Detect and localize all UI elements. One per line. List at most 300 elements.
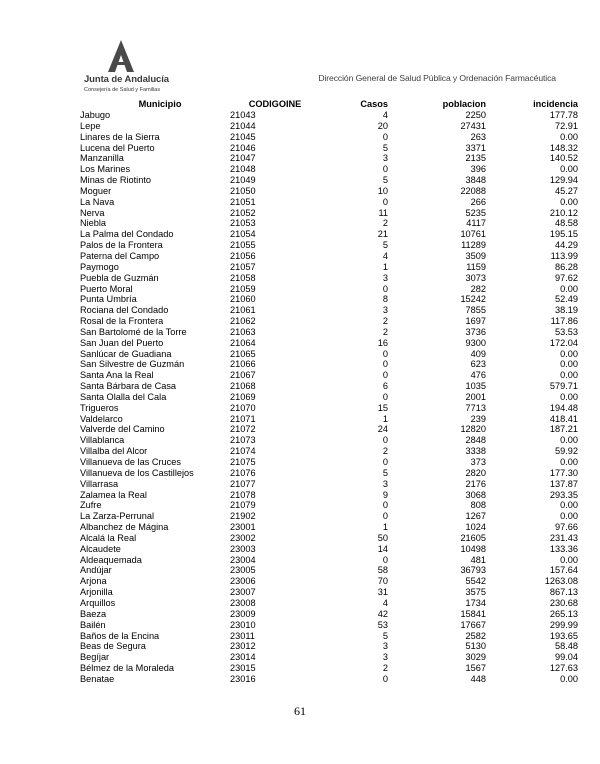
cell-poblacion: 3509 <box>465 250 486 261</box>
cell-municipio: Arjonilla <box>80 587 113 598</box>
cell-poblacion: 5130 <box>465 641 486 652</box>
table-row <box>80 522 578 533</box>
org-name: Junta de Andalucía <box>84 74 169 85</box>
cell-poblacion: 1697 <box>465 316 486 327</box>
cell-incidencia: 129.94 <box>549 175 578 186</box>
cell-casos: 9 <box>382 489 388 500</box>
cell-casos: 5 <box>382 142 388 153</box>
table-row <box>80 620 578 631</box>
cell-poblacion: 1024 <box>465 522 486 533</box>
cell-codigoine: 21068 <box>230 381 256 392</box>
page-number: 61 <box>294 704 306 718</box>
table-row <box>80 121 578 132</box>
cell-poblacion: 9300 <box>465 337 486 348</box>
cell-poblacion: 282 <box>470 283 486 294</box>
cell-codigoine: 21050 <box>230 185 256 196</box>
cell-casos: 4 <box>382 597 388 608</box>
data-table <box>80 99 578 685</box>
cell-casos: 1 <box>382 522 388 533</box>
cell-poblacion: 409 <box>470 348 486 359</box>
cell-incidencia: 1263.08 <box>544 576 578 587</box>
cell-poblacion: 1267 <box>465 511 486 522</box>
cell-municipio: Trigueros <box>80 402 119 413</box>
cell-incidencia: 86.28 <box>555 261 578 272</box>
cell-poblacion: 15242 <box>460 294 486 305</box>
table-row <box>80 500 578 511</box>
cell-poblacion: 266 <box>470 196 486 207</box>
cell-casos: 10 <box>377 185 388 196</box>
cell-codigoine: 21047 <box>230 153 256 164</box>
cell-municipio: Puebla de Guzmán <box>80 272 159 283</box>
cell-casos: 2 <box>382 316 388 327</box>
cell-codigoine: 23010 <box>230 619 256 630</box>
cell-codigoine: 23012 <box>230 641 256 652</box>
table-row <box>80 674 578 685</box>
cell-casos: 2 <box>382 663 388 674</box>
cell-incidencia: 48.58 <box>555 218 578 229</box>
cell-incidencia: 157.64 <box>549 565 578 576</box>
cell-casos: 3 <box>382 153 388 164</box>
table-row <box>80 435 578 446</box>
cell-casos: 5 <box>382 630 388 641</box>
cell-poblacion: 239 <box>470 413 486 424</box>
cell-casos: 21 <box>377 229 388 240</box>
cell-municipio: San Juan del Puerto <box>80 337 164 348</box>
cell-codigoine: 21045 <box>230 131 256 142</box>
cell-casos: 0 <box>382 283 388 294</box>
cell-codigoine: 21063 <box>230 326 256 337</box>
cell-casos: 3 <box>382 272 388 283</box>
cell-codigoine: 23008 <box>230 597 256 608</box>
table-row <box>80 490 578 501</box>
cell-casos: 50 <box>377 532 388 543</box>
cell-municipio: Nerva <box>80 207 105 218</box>
table-row <box>80 153 578 164</box>
table-row <box>80 305 578 316</box>
cell-incidencia: 265.13 <box>549 608 578 619</box>
table-row <box>80 403 578 414</box>
cell-incidencia: 230.68 <box>549 597 578 608</box>
org-logo <box>84 40 169 98</box>
cell-codigoine: 23006 <box>230 576 256 587</box>
cell-poblacion: 2582 <box>465 630 486 641</box>
cell-casos: 31 <box>377 587 388 598</box>
cell-municipio: Villanueva de las Cruces <box>80 457 181 467</box>
cell-codigoine: 21071 <box>230 413 256 424</box>
cell-municipio: La Nava <box>80 196 115 207</box>
cell-municipio: Aldeaquemada <box>80 554 142 565</box>
cell-casos: 20 <box>377 120 388 131</box>
cell-municipio: Jabugo <box>80 110 111 120</box>
cell-incidencia: 148.32 <box>549 142 578 153</box>
cell-poblacion: 1159 <box>466 261 486 272</box>
cell-municipio: Villarrasa <box>80 478 119 489</box>
cell-casos: 0 <box>382 196 388 207</box>
cell-incidencia: 0.00 <box>560 348 578 359</box>
cell-codigoine: 21061 <box>230 305 256 316</box>
cell-casos: 0 <box>382 370 388 381</box>
cell-incidencia: 0.00 <box>560 196 578 207</box>
cell-codigoine: 21062 <box>230 316 256 327</box>
cell-codigoine: 23005 <box>230 565 256 576</box>
cell-incidencia: 0.00 <box>560 511 578 522</box>
cell-incidencia: 194.48 <box>549 402 578 413</box>
cell-poblacion: 5235 <box>465 207 486 218</box>
table-row <box>80 414 578 425</box>
cell-codigoine: 21051 <box>230 196 256 207</box>
cell-municipio: Santa Bárbara de Casa <box>80 381 177 392</box>
cell-poblacion: 1734 <box>465 597 486 608</box>
cell-codigoine: 21059 <box>230 283 256 294</box>
cell-codigoine: 21046 <box>230 142 256 153</box>
table-row <box>80 565 578 576</box>
cell-incidencia: 0.00 <box>560 554 578 565</box>
cell-incidencia: 117.86 <box>550 316 578 327</box>
table-row <box>80 175 578 186</box>
cell-codigoine: 23016 <box>230 673 256 684</box>
cell-codigoine: 21902 <box>230 511 256 522</box>
cell-poblacion: 10761 <box>460 229 486 240</box>
cell-poblacion: 2820 <box>465 467 486 478</box>
cell-incidencia: 52.49 <box>555 294 578 305</box>
cell-incidencia: 127.63 <box>549 663 578 674</box>
cell-incidencia: 0.00 <box>560 500 578 511</box>
cell-casos: 2 <box>382 218 388 229</box>
table-row <box>80 555 578 566</box>
table-row <box>80 511 578 522</box>
table-row <box>80 533 578 544</box>
cell-municipio: Zufre <box>80 500 102 511</box>
cell-codigoine: 21060 <box>230 294 256 305</box>
cell-municipio: Linares de la Sierra <box>80 131 160 142</box>
table-row <box>80 197 578 208</box>
cell-casos: 1 <box>382 261 388 272</box>
cell-poblacion: 22088 <box>460 185 486 196</box>
cell-incidencia: 137.87 <box>549 478 578 489</box>
cell-incidencia: 133.36 <box>549 543 578 554</box>
cell-codigoine: 21054 <box>230 229 256 240</box>
cell-municipio: Moguer <box>80 185 112 196</box>
table-row <box>80 316 578 327</box>
cell-casos: 0 <box>382 673 388 684</box>
cell-casos: 4 <box>382 110 388 120</box>
cell-poblacion: 5542 <box>465 576 486 587</box>
cell-casos: 1 <box>382 413 388 424</box>
cell-casos: 0 <box>382 391 388 402</box>
table-row <box>80 359 578 370</box>
cell-poblacion: 481 <box>470 554 486 565</box>
cell-casos: 0 <box>382 435 388 446</box>
cell-incidencia: 58.48 <box>555 641 578 652</box>
cell-municipio: Paymogo <box>80 261 119 272</box>
cell-codigoine: 21074 <box>230 446 256 457</box>
cell-municipio: Baños de la Encina <box>80 630 160 641</box>
cell-incidencia: 97.62 <box>555 272 578 283</box>
table-row <box>80 392 578 403</box>
cell-incidencia: 97.66 <box>555 522 578 533</box>
cell-incidencia: 0.00 <box>560 283 578 294</box>
cell-municipio: Puerto Moral <box>80 283 133 294</box>
cell-codigoine: 21067 <box>230 370 256 381</box>
cell-codigoine: 21044 <box>230 120 256 131</box>
cell-poblacion: 2001 <box>465 391 486 402</box>
cell-poblacion: 27431 <box>460 120 486 131</box>
cell-municipio: Los Marines <box>80 164 131 175</box>
cell-municipio: Rosal de la Frontera <box>80 316 164 327</box>
cell-casos: 42 <box>377 608 388 619</box>
table-body <box>80 110 578 685</box>
cell-casos: 0 <box>382 457 388 467</box>
cell-poblacion: 2135 <box>465 153 486 164</box>
cell-municipio: Baeza <box>80 608 107 619</box>
cell-poblacion: 12820 <box>460 424 486 435</box>
cell-municipio: San Bartolomé de la Torre <box>80 326 187 337</box>
cell-municipio: Punta Umbría <box>80 294 137 305</box>
cell-casos: 53 <box>377 619 388 630</box>
table-row <box>80 381 578 392</box>
cell-municipio: Valdelarco <box>80 413 123 424</box>
cell-municipio: Villablanca <box>80 435 125 446</box>
cell-codigoine: 21066 <box>230 359 256 370</box>
cell-municipio: Sanlúcar de Guadiana <box>80 348 172 359</box>
cell-municipio: Arquillos <box>80 597 116 608</box>
cell-incidencia: 579.71 <box>549 381 578 392</box>
table-row <box>80 218 578 229</box>
cell-codigoine: 21078 <box>230 489 256 500</box>
cell-codigoine: 23014 <box>230 652 256 663</box>
cell-municipio: Villanueva de los Castillejos <box>80 467 194 478</box>
cell-incidencia: 231.43 <box>549 532 578 543</box>
cell-poblacion: 623 <box>470 359 486 370</box>
cell-codigoine: 23007 <box>230 587 256 598</box>
cell-municipio: Santa Ana la Real <box>80 370 154 381</box>
cell-incidencia: 0.00 <box>560 370 578 381</box>
cell-poblacion: 3068 <box>465 489 486 500</box>
cell-poblacion: 11289 <box>461 240 486 251</box>
table-row <box>80 468 578 479</box>
cell-codigoine: 21052 <box>230 207 256 218</box>
table-row <box>80 251 578 262</box>
column-header-incidencia: incidencia <box>533 99 578 109</box>
cell-municipio: Manzanilla <box>80 153 124 164</box>
cell-incidencia: 59.92 <box>555 446 578 457</box>
column-header-poblacion: poblacion <box>442 99 486 109</box>
cell-municipio: Andújar <box>80 565 112 576</box>
cell-codigoine: 21079 <box>230 500 256 511</box>
cell-incidencia: 0.00 <box>560 457 578 467</box>
cell-codigoine: 21073 <box>230 435 256 446</box>
cell-codigoine: 21065 <box>230 348 256 359</box>
table-row <box>80 132 578 143</box>
cell-codigoine: 23004 <box>230 554 256 565</box>
cell-codigoine: 21069 <box>230 391 256 402</box>
table-row <box>80 143 578 154</box>
table-row <box>80 424 578 435</box>
cell-incidencia: 0.00 <box>560 435 578 446</box>
cell-casos: 0 <box>382 348 388 359</box>
cell-poblacion: 3073 <box>465 272 486 283</box>
cell-poblacion: 2848 <box>465 435 486 446</box>
cell-codigoine: 23009 <box>230 608 256 619</box>
cell-codigoine: 21056 <box>230 250 256 261</box>
cell-poblacion: 2250 <box>465 110 486 120</box>
cell-codigoine: 21072 <box>230 424 256 435</box>
cell-codigoine: 23003 <box>230 543 256 554</box>
table-row <box>80 446 578 457</box>
cell-incidencia: 177.78 <box>549 110 578 120</box>
cell-municipio: Zalamea la Real <box>80 489 147 500</box>
table-row <box>80 294 578 305</box>
cell-codigoine: 21057 <box>230 261 256 272</box>
cell-codigoine: 21075 <box>230 457 256 467</box>
cell-municipio: Albanchez de Mágina <box>80 522 169 533</box>
cell-poblacion: 21605 <box>460 532 486 543</box>
cell-municipio: Beas de Segura <box>80 641 146 652</box>
table-row <box>80 370 578 381</box>
table-row <box>80 479 578 490</box>
cell-codigoine: 23002 <box>230 532 256 543</box>
cell-casos: 15 <box>377 402 388 413</box>
cell-casos: 6 <box>382 381 388 392</box>
cell-casos: 0 <box>382 554 388 565</box>
cell-casos: 3 <box>382 652 388 663</box>
cell-municipio: Paterna del Campo <box>80 250 160 261</box>
cell-casos: 0 <box>382 500 388 511</box>
table-row <box>80 273 578 284</box>
junta-emblem-icon <box>108 40 134 72</box>
table-row <box>80 609 578 620</box>
cell-codigoine: 21058 <box>230 272 256 283</box>
cell-poblacion: 1035 <box>465 381 486 392</box>
table-row <box>80 349 578 360</box>
cell-incidencia: 418.41 <box>549 413 578 424</box>
cell-incidencia: 44.29 <box>555 240 578 251</box>
table-row <box>80 338 578 349</box>
cell-codigoine: 21076 <box>230 467 256 478</box>
cell-poblacion: 396 <box>470 164 486 175</box>
cell-municipio: La Palma del Condado <box>80 229 174 240</box>
cell-casos: 3 <box>382 641 388 652</box>
table-row <box>80 587 578 598</box>
cell-incidencia: 45.27 <box>555 185 578 196</box>
column-header-codigoine: CODIGOINE <box>248 99 302 109</box>
cell-incidencia: 193.65 <box>549 630 578 641</box>
table-row <box>80 327 578 338</box>
table-row <box>80 229 578 240</box>
cell-municipio: Alcaudete <box>80 543 121 554</box>
cell-municipio: La Zarza-Perrunal <box>80 511 155 522</box>
cell-poblacion: 3848 <box>465 175 486 186</box>
cell-municipio: Rociana del Condado <box>80 305 169 316</box>
cell-municipio: Alcalá la Real <box>80 532 137 543</box>
cell-municipio: Bélmez de la Moraleda <box>80 663 174 674</box>
cell-incidencia: 299.99 <box>549 619 578 630</box>
cell-incidencia: 140.52 <box>549 153 578 164</box>
table-row <box>80 208 578 219</box>
cell-poblacion: 3736 <box>465 326 486 337</box>
cell-casos: 0 <box>382 511 388 522</box>
cell-codigoine: 21077 <box>230 478 256 489</box>
cell-municipio: Lepe <box>80 120 101 131</box>
table-row <box>80 598 578 609</box>
cell-poblacion: 7855 <box>465 305 486 316</box>
cell-casos: 0 <box>382 131 388 142</box>
cell-municipio: Valverde del Camino <box>80 424 165 435</box>
cell-incidencia: 0.00 <box>560 164 578 175</box>
cell-poblacion: 476 <box>470 370 486 381</box>
cell-casos: 0 <box>382 164 388 175</box>
org-subtitle: Consejería de Salud y Familias <box>84 87 161 93</box>
table-row <box>80 164 578 175</box>
cell-codigoine: 23011 <box>230 630 255 641</box>
cell-casos: 5 <box>382 175 388 186</box>
table-row <box>80 457 578 468</box>
department-header: Dirección General de Salud Pública y Ordenación Farmacéutica <box>318 73 556 83</box>
cell-codigoine: 21064 <box>230 337 256 348</box>
cell-incidencia: 0.00 <box>560 131 578 142</box>
cell-incidencia: 195.15 <box>549 229 578 240</box>
cell-poblacion: 3338 <box>465 446 486 457</box>
cell-incidencia: 0.00 <box>560 359 578 370</box>
cell-incidencia: 210.12 <box>549 207 578 218</box>
table-row <box>80 631 578 642</box>
cell-poblacion: 15841 <box>460 608 486 619</box>
cell-casos: 24 <box>377 424 388 435</box>
cell-poblacion: 4117 <box>466 218 486 229</box>
cell-codigoine: 23001 <box>230 522 256 533</box>
cell-incidencia: 99.04 <box>555 652 578 663</box>
cell-incidencia: 867.13 <box>549 587 578 598</box>
cell-casos: 14 <box>377 543 388 554</box>
cell-casos: 4 <box>382 250 388 261</box>
cell-municipio: Niebla <box>80 218 107 229</box>
table-row <box>80 110 578 121</box>
cell-municipio: Begíjar <box>80 652 110 663</box>
cell-poblacion: 10498 <box>460 543 486 554</box>
cell-poblacion: 1567 <box>465 663 486 674</box>
column-header-municipio: Municipio <box>138 99 182 109</box>
cell-incidencia: 187.21 <box>549 424 578 435</box>
cell-incidencia: 177.30 <box>549 467 578 478</box>
cell-poblacion: 808 <box>470 500 486 511</box>
cell-municipio: Palos de la Frontera <box>80 240 163 251</box>
cell-poblacion: 373 <box>470 457 486 467</box>
cell-municipio: Lucena del Puerto <box>80 142 155 153</box>
cell-casos: 70 <box>377 576 388 587</box>
cell-municipio: Arjona <box>80 576 107 587</box>
cell-incidencia: 72.91 <box>555 120 578 131</box>
cell-casos: 8 <box>382 294 388 305</box>
cell-poblacion: 3029 <box>465 652 486 663</box>
cell-casos: 2 <box>382 326 388 337</box>
cell-casos: 11 <box>378 207 388 218</box>
cell-poblacion: 3575 <box>465 587 486 598</box>
table-row <box>80 240 578 251</box>
table-row <box>80 284 578 295</box>
cell-municipio: Santa Olalla del Cala <box>80 391 167 402</box>
cell-casos: 3 <box>382 305 388 316</box>
table-row <box>80 652 578 663</box>
cell-poblacion: 36793 <box>460 565 486 576</box>
cell-municipio: Benatae <box>80 673 115 684</box>
cell-incidencia: 0.00 <box>560 673 578 684</box>
cell-codigoine: 21055 <box>230 240 256 251</box>
table-row <box>80 544 578 555</box>
column-header-casos: Casos <box>360 99 388 109</box>
cell-codigoine: 23015 <box>230 663 256 674</box>
table-row <box>80 262 578 273</box>
cell-codigoine: 21053 <box>230 218 256 229</box>
